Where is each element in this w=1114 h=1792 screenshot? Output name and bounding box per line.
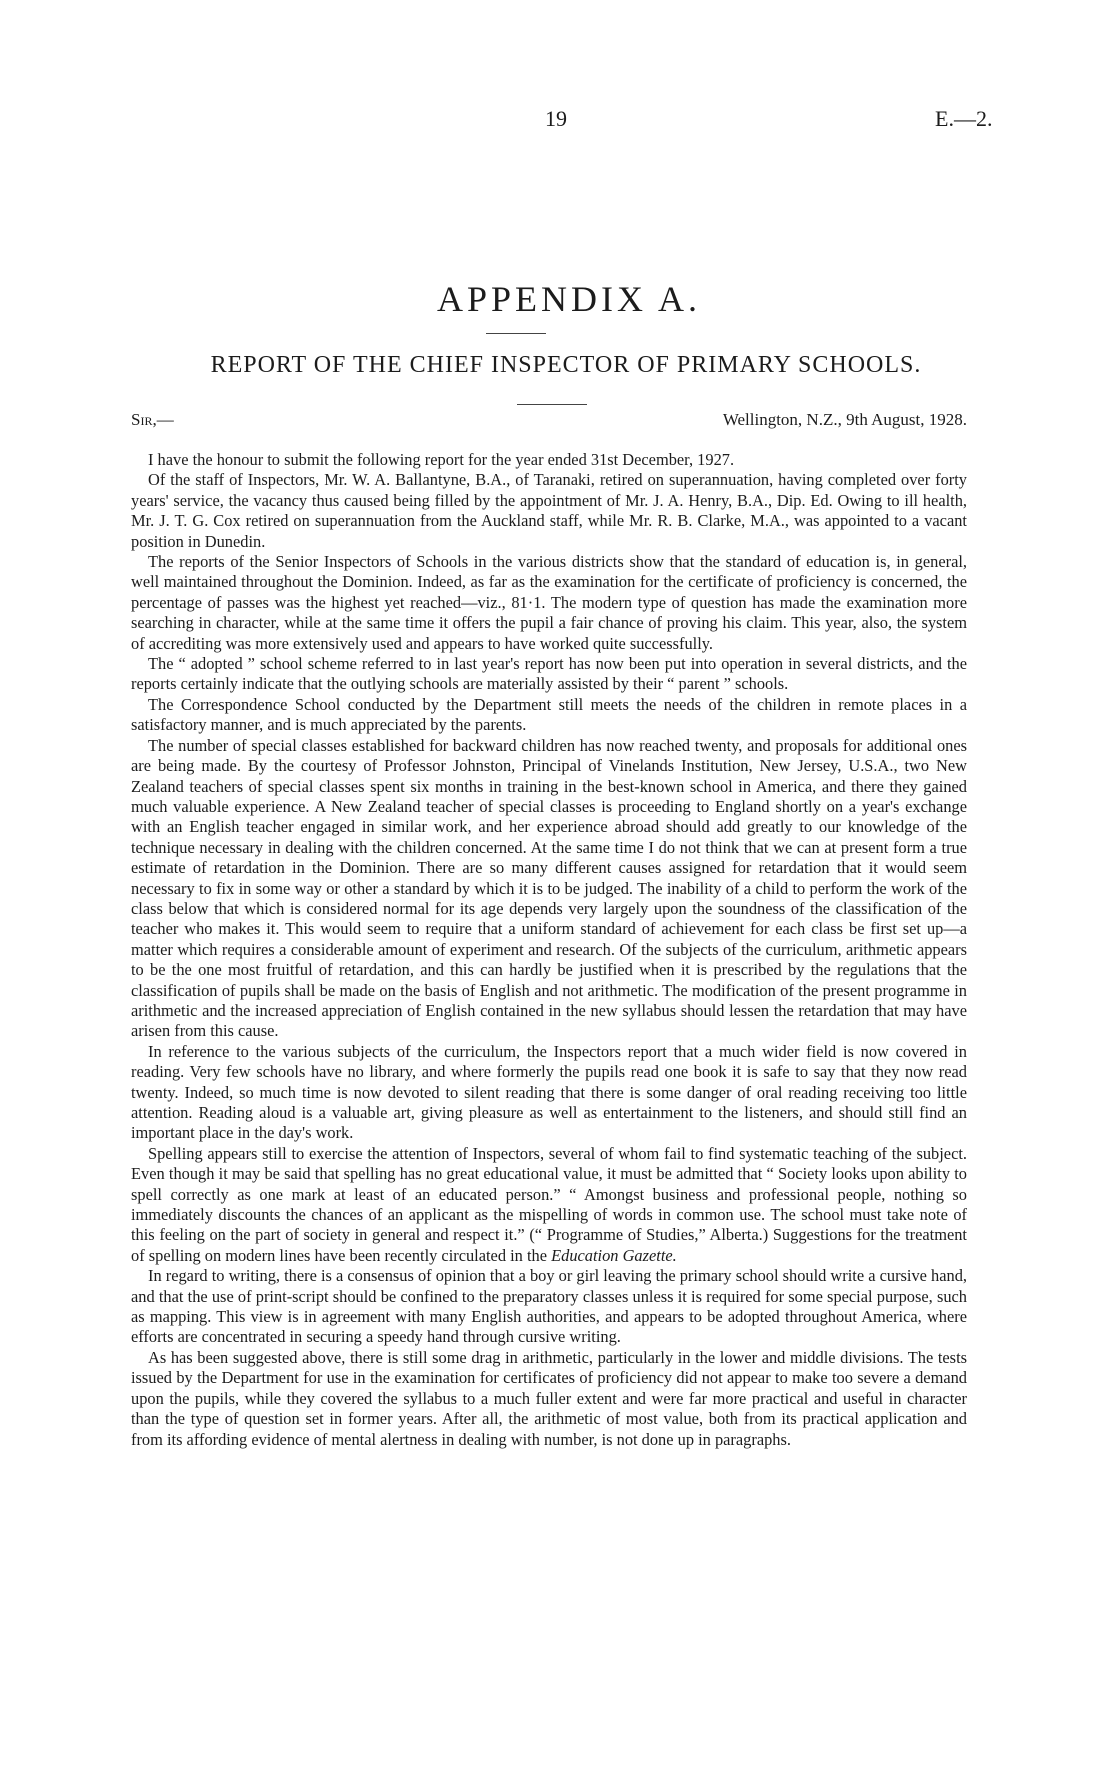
paragraph-text: Spelling appears still to exercise the attention of Inspectors, several of whom fail to find systematic teaching of the subject. Even though it may be said that spelling has no great educational value, it must be admitted that “ Society looks upon ability to spell correctly as one mark at least of an educated person.” “ Amongst business and professional people, nothing so immediately discounts the chances of an applicant as the mispelling of words in common use. The school must take note of this feeling on the part of society in general and respect it.” (“ Programme of Studies,” Alberta.) Suggestions for the treatment of spelling on modern lines have been recently circulated in the <box>131 1143 967 1265</box>
paragraph: The “ adopted ” school scheme referred to in last year's report has now been put into operation in several districts, and the reports certainly indicate that the outlying schools are materially assisted by their “ parent ” schools. <box>131 654 967 694</box>
paragraph: Of the staff of Inspectors, Mr. W. A. Ballantyne, B.A., of Taranaki, retired on superannuation, having completed over forty years' service, the vacancy thus caused being filled by the appointment of Mr. J. A. Henry, B.A., Dip. Ed. Owing to ill health, Mr. J. T. G. Cox retired on superannuation from the Auckland staff, while Mr. R. B. Clarke, M.A., was appointed to a vacant position in Dunedin. <box>131 470 967 551</box>
paragraph: In regard to writing, there is a consensus of opinion that a boy or girl leaving the primary school should write a cursive hand, and that the use of print-script should be confined to the preparatory classes unless it is required for some special purpose, such as mapping. This view is in agreement with many English authorities, and appears to be adopted throughout America, where efforts are concentrated in securing a speedy hand through cursive writing. <box>131 1266 967 1347</box>
paragraph: The Correspondence School conducted by the Department still meets the needs of the children in remote places in a satisfactory manner, and is much appreciated by the parents. <box>131 694 967 735</box>
report-title: REPORT OF THE CHIEF INSPECTOR OF PRIMARY SCHOOLS. <box>210 352 922 378</box>
subtitle-divider <box>517 404 587 405</box>
paragraph: In reference to the various subjects of the curriculum, the Inspectors report that a much wider field is now covered in reading. Very few schools have no library, and where formerly the pupils read one book it is safe to say that they now read twenty. Indeed, so much time is now devoted to silent reading that there is some danger of oral reading receiving too little attention. Reading aloud is a valuable art, giving pleasure as well as entertainment to the listeners, and should still find an important place in the day's work. <box>131 1041 967 1143</box>
paragraph: I have the honour to submit the following report for the year ended 31st December, 1927. <box>148 450 735 469</box>
salutation: Sir,— <box>131 410 174 429</box>
paragraph: As has been suggested above, there is still some drag in arithmetic, particularly in the lower and middle divisions. The tests issued by the Department for use in the examination for certificates of proficiency did not appear to make too severe a demand upon the pupils, while they covered the syllabus to a much fuller extent and were far more practical and useful in character than the type of question set in former years. After all, the arithmetic of most value, both from its practical application and from its affording evidence of mental alertness in dealing with number, is not done up in paragraphs. <box>131 1347 967 1449</box>
publication-title: Education Gazette. <box>551 1245 677 1265</box>
appendix-title: APPENDIX A. <box>436 279 702 319</box>
document-reference: E.—2. <box>935 106 993 131</box>
report-body <box>131 430 967 1450</box>
page-number: 19 <box>545 106 567 131</box>
dateline: Wellington, N.Z., 9th August, 1928. <box>722 410 967 429</box>
page-header <box>0 106 1114 136</box>
paragraph: The reports of the Senior Inspectors of Schools in the various districts show that the standard of education is, in general, well maintained throughout the Dominion. Indeed, as far as the examination for the certificate of proficiency is concerned, the percentage of passes was the highest yet reached—viz., 81·1. The modern type of question has made the examination more searching in character, while at the same time it offers the pupil a fair chance of proving his claim. This year, also, the system of accrediting was more extensively used and appears to have worked quite successfully. <box>131 552 967 653</box>
title-divider <box>486 333 546 334</box>
paragraph <box>131 1144 967 1266</box>
paragraph: The number of special classes established for backward children has now reached twenty, and proposals for additional ones are being made. By the courtesy of Professor Johnston, Principal of Vinelands Institution, New Jersey, U.S.A., two New Zealand teachers of special classes spent six months in training in the best-known school in America, and there they gained much valuable experience. A New Zealand teacher of special classes is proceeding to England shortly on a year's exchange with an English teacher engaged in similar work, and her experience abroad should add greatly to our knowledge of the technique necessary in dealing with the children concerned. At the same time I do not think that we can at present form a true estimate of retardation in the Dominion. There are so many different causes assigned for retardation that it would seem necessary to fix in some way or other a standard by which it is to be judged. The inability of a child to perform the work of the class below that which is considered normal for its age depends very largely upon the soundness of the classification of the teacher who makes it. This would seem to require that a uniform standard of achievement for each class be first set up—a matter which requires a considerable amount of experiment and research. Of the subjects of the curriculum, arithmetic appears to be the one most fruitful of retardation, and this can hardly be justified when it is prescribed by the regulations that the classification of pupils shall be made on the basis of English and not arithmetic. The modification of the present programme in arithmetic and the increased appreciation of English contained in the new syllabus should lessen the retardation that may have arisen from this cause. <box>131 735 967 1041</box>
